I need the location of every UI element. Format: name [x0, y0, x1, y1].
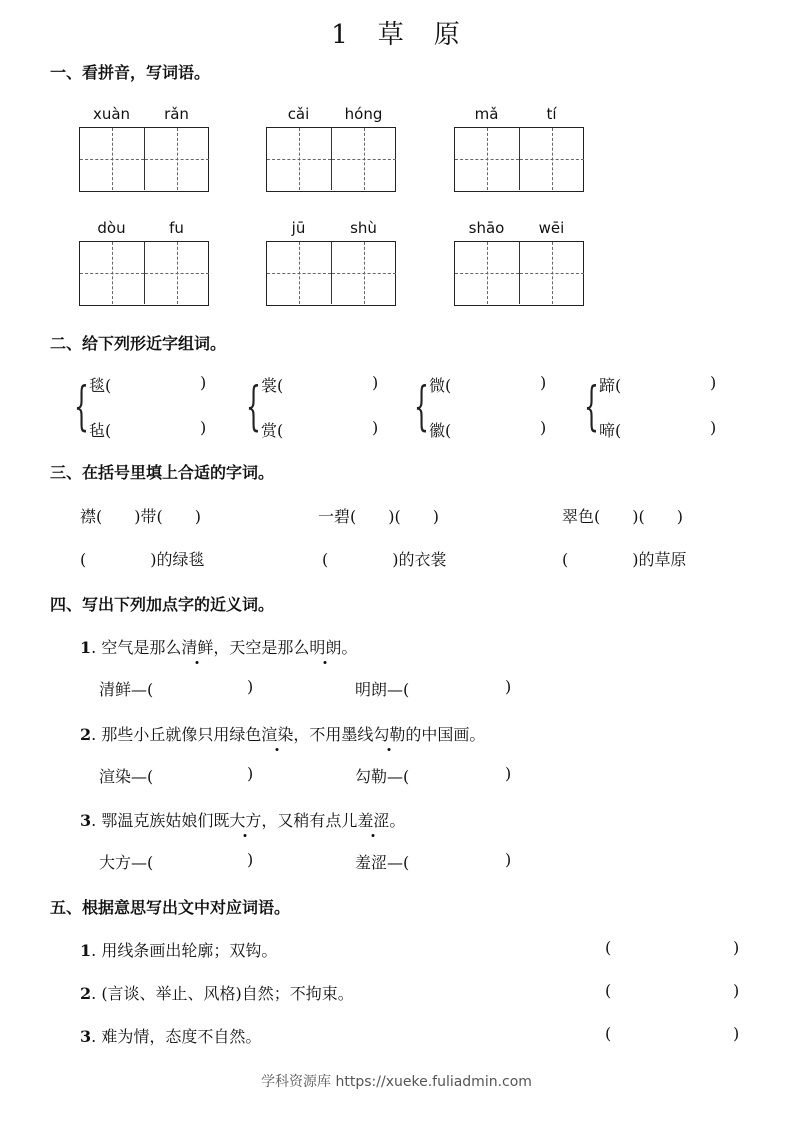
section1-heading: 一、看拼音，写词语。 [50, 63, 211, 82]
pinyin-label: dòu [97, 219, 126, 237]
grid-cell[interactable] [144, 242, 209, 304]
brace-icon: { [414, 377, 429, 437]
paren-close: ) [505, 677, 512, 696]
title-char: 原 [433, 20, 462, 50]
fill-item[interactable]: ( )的衣裳 [322, 550, 447, 569]
dotted-word: 大方 [229, 811, 262, 830]
pinyin-label: jū [291, 219, 306, 237]
fill-item[interactable]: 一碧( )( ) [318, 507, 439, 526]
answer-field[interactable]: ( [605, 938, 612, 957]
grid-cell[interactable] [331, 128, 396, 190]
paren-close: ) [710, 373, 717, 392]
dotted-word: 渲染 [261, 725, 294, 744]
answer-field[interactable]: 清鲜—( [99, 680, 154, 699]
paren-close: ) [372, 373, 379, 392]
title-char: 草 [377, 20, 406, 50]
writing-grid[interactable] [79, 127, 209, 192]
grid-cell[interactable] [267, 128, 331, 190]
definition: 2. (言谈、举止、风格)自然；不拘束。 [80, 984, 354, 1003]
paren-close: ) [200, 418, 207, 437]
section3-heading: 三、在括号里填上合适的字词。 [50, 463, 275, 482]
writing-grid[interactable] [79, 241, 209, 306]
section2-heading: 二、给下列形近字组词。 [50, 334, 227, 353]
pinyin-label: rǎn [164, 105, 189, 123]
definition: 3. 难为情，态度不自然。 [80, 1027, 262, 1046]
pinyin-label: hóng [344, 105, 383, 123]
grid-cell[interactable] [455, 242, 519, 304]
pinyin-label: wēi [538, 219, 565, 237]
dotted-word: 明朗 [309, 638, 342, 657]
answer-field[interactable]: 羞涩—( [355, 853, 410, 872]
paren-close: ) [505, 850, 512, 869]
grid-cell[interactable] [144, 128, 209, 190]
pinyin-label: fu [169, 219, 184, 237]
paren-close: ) [200, 373, 207, 392]
word-item[interactable]: 赏( [261, 421, 284, 440]
word-item[interactable]: 啼( [599, 421, 622, 440]
writing-grid[interactable] [454, 241, 584, 306]
paren-close: ) [540, 373, 547, 392]
fill-item[interactable]: ( )的草原 [562, 550, 687, 569]
answer-field[interactable]: 大方—( [99, 853, 154, 872]
fill-item[interactable]: 襟( )带( ) [80, 507, 201, 526]
sentence: 1. 空气是那么清鲜，天空是那么明朗。 [80, 638, 358, 657]
writing-grid[interactable] [266, 127, 396, 192]
paren-close: ) [733, 938, 740, 957]
answer-field[interactable]: ( [605, 1024, 612, 1043]
sentence: 3. 鄂温克族姑娘们既大方，又稍有点儿羞涩。 [80, 811, 406, 830]
pinyin-label: shù [350, 219, 377, 237]
pinyin-label: mǎ [474, 105, 499, 123]
grid-cell[interactable] [267, 242, 331, 304]
brace-icon: { [246, 377, 261, 437]
grid-cell[interactable] [80, 128, 144, 190]
paren-close: ) [247, 850, 254, 869]
word-item[interactable]: 微( [429, 376, 452, 395]
grid-cell[interactable] [331, 242, 396, 304]
word-item[interactable]: 毡( [89, 421, 112, 440]
grid-cell[interactable] [519, 242, 584, 304]
definition: 1. 用线条画出轮廓；双钩。 [80, 941, 278, 960]
grid-cell[interactable] [455, 128, 519, 190]
answer-field[interactable]: 明朗—( [355, 680, 410, 699]
brace-icon: { [584, 377, 599, 437]
fill-item[interactable]: 翠色( )( ) [562, 507, 683, 526]
pinyin-label: xuàn [92, 105, 131, 123]
dotted-word: 羞涩 [357, 811, 390, 830]
word-item[interactable]: 徽( [429, 421, 452, 440]
section5-heading: 五、根据意思写出文中对应词语。 [50, 898, 291, 917]
word-item[interactable]: 裳( [261, 376, 284, 395]
paren-close: ) [733, 981, 740, 1000]
section4-heading: 四、写出下列加点字的近义词。 [50, 595, 275, 614]
brace-icon: { [74, 377, 89, 437]
answer-field[interactable]: 勾勒—( [355, 767, 410, 786]
grid-cell[interactable] [519, 128, 584, 190]
paren-close: ) [247, 677, 254, 696]
footer-watermark: 学科资源库 https://xueke.fuliadmin.com [261, 1074, 532, 1090]
dotted-word: 清鲜 [181, 638, 214, 657]
word-item[interactable]: 蹄( [599, 376, 622, 395]
paren-close: ) [247, 764, 254, 783]
fill-item[interactable]: ( )的绿毯 [80, 550, 205, 569]
paren-close: ) [505, 764, 512, 783]
pinyin-label: cǎi [287, 105, 310, 123]
pinyin-label: shāo [468, 219, 505, 237]
word-item[interactable]: 毯( [89, 376, 112, 395]
paren-close: ) [710, 418, 717, 437]
sentence: 2. 那些小丘就像只用绿色渲染，不用墨线勾勒的中国画。 [80, 725, 486, 744]
answer-field[interactable]: ( [605, 981, 612, 1000]
paren-close: ) [372, 418, 379, 437]
paren-close: ) [733, 1024, 740, 1043]
paren-close: ) [540, 418, 547, 437]
grid-cell[interactable] [80, 242, 144, 304]
writing-grid[interactable] [266, 241, 396, 306]
dotted-word: 勾勒 [373, 725, 406, 744]
pinyin-label: tí [546, 105, 557, 123]
writing-grid[interactable] [454, 127, 584, 192]
lesson-number: 1 [331, 20, 350, 50]
page-title [0, 14, 793, 51]
answer-field[interactable]: 渲染—( [99, 767, 154, 786]
